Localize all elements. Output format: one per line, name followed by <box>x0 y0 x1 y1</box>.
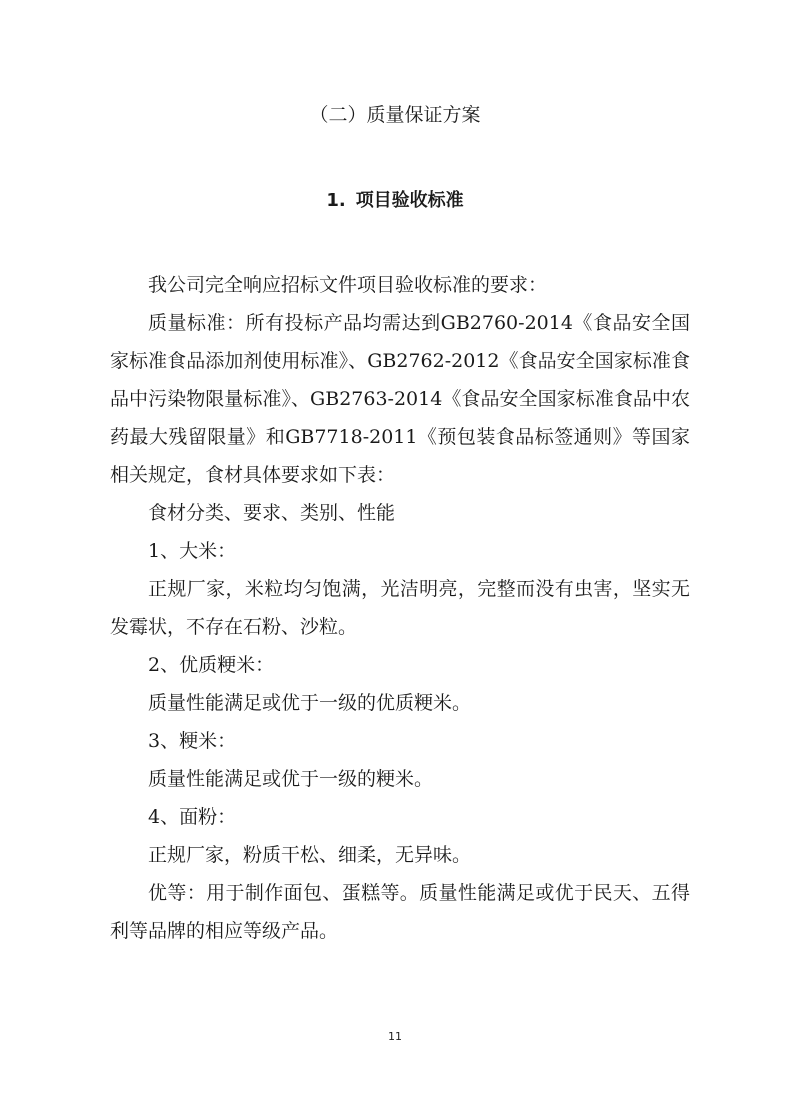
subsection-heading <box>0 186 790 216</box>
paragraph-categories: 食材分类、要求、类别、性能 <box>148 502 396 524</box>
page-number: 11 <box>388 1030 402 1043</box>
paragraph-rice-heading: 1、大米： <box>148 540 237 562</box>
subsection-number: 1. <box>326 190 346 211</box>
paragraph-quality-standard: 质量标准：所有投标产品均需达到GB2760-2014《食品安全国家标准食品添加剂使用标准》、GB2762-2012《食品安全国家标准食品中污染物限量标准》、GB2763-2014《食品安全国家标准食品中农药最大残留限量》和GB7718-2011《预包装食品标签通则》等国家相关规定，食材具体要求如下表： <box>110 312 690 486</box>
paragraph-japonica-desc: 质量性能满足或优于一级的粳米。 <box>148 768 434 790</box>
subsection-title: 项目验收标准 <box>355 190 464 211</box>
paragraph-flour-grade: 优等：用于制作面包、蛋糕等。质量性能满足或优于民天、五得利等品牌的相应等级产品。 <box>110 882 690 942</box>
paragraph-premium-japonica-heading: 2、优质粳米： <box>148 654 275 676</box>
paragraph-premium-japonica-desc: 质量性能满足或优于一级的优质粳米。 <box>148 692 472 714</box>
body-text <box>110 266 690 950</box>
paragraph-rice-desc: 正规厂家，米粒均匀饱满，光洁明亮，完整而没有虫害，坚实无发霉状，不存在石粉、沙粒。 <box>110 578 690 638</box>
section-title: （二）质量保证方案 <box>309 104 481 126</box>
paragraph-flour-heading: 4、面粉： <box>148 806 237 828</box>
paragraph-japonica-heading: 3、粳米： <box>148 730 237 752</box>
paragraph-flour-desc: 正规厂家，粉质干松、细柔，无异味。 <box>148 844 472 866</box>
paragraph-intro: 我公司完全响应招标文件项目验收标准的要求： <box>148 274 548 296</box>
